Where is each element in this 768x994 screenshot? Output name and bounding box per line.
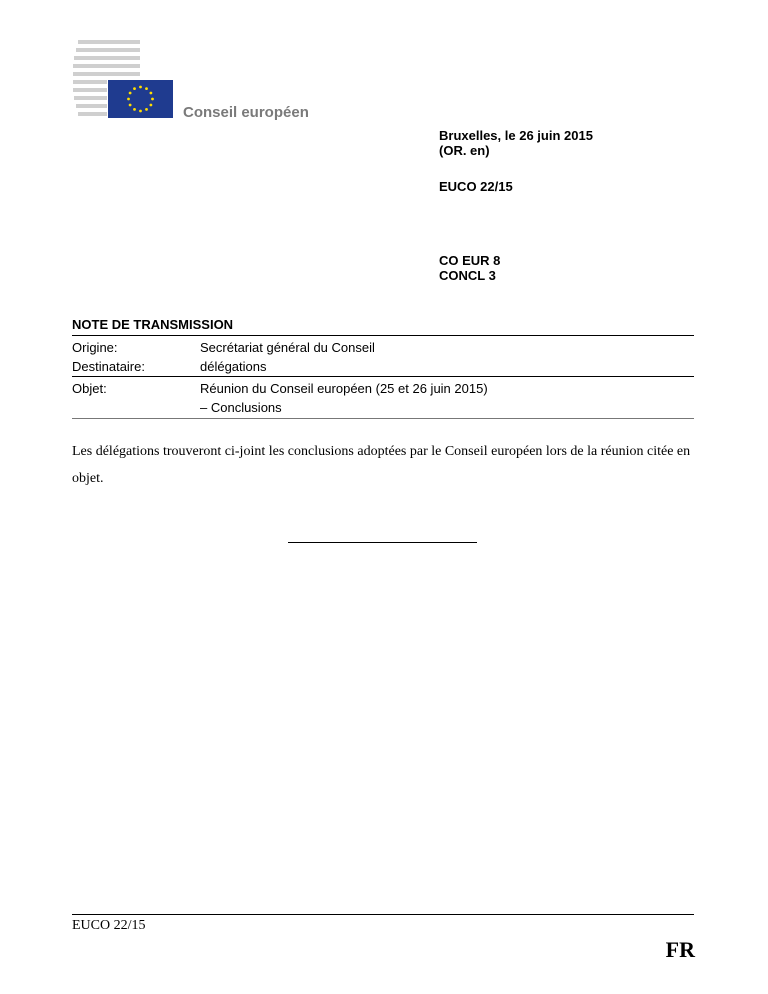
row-value: Réunion du Conseil européen (25 et 26 juin 2015) — [200, 381, 488, 396]
org-name: Conseil européen — [183, 104, 309, 121]
separator-line — [288, 542, 477, 543]
row-value: Secrétariat général du Conseil — [200, 340, 375, 355]
footer-language: FR — [665, 937, 695, 962]
date-line: Bruxelles, le 26 juin 2015 — [439, 128, 593, 143]
divider — [72, 335, 694, 336]
divider — [72, 376, 694, 377]
doc-ref: EUCO 22/15 — [439, 179, 513, 194]
body-paragraph: Les délégations trouveront ci-joint les conclusions adoptées par le Conseil européen lors de la réunion citée en objet. — [72, 444, 691, 486]
row-value: délégations — [200, 359, 267, 374]
council-building-icon — [72, 38, 182, 128]
code-2: CONCL 3 — [439, 268, 496, 283]
footer-divider — [72, 914, 694, 915]
note-title: NOTE DE TRANSMISSION — [72, 317, 234, 332]
code-1: CO EUR 8 — [439, 253, 501, 268]
doc-reference — [439, 179, 513, 194]
original-language: (OR. en) — [439, 143, 490, 158]
row-label: Objet: — [72, 381, 107, 396]
footer-doc-ref: EUCO 22/15 — [72, 918, 146, 933]
row-value: – Conclusions — [200, 400, 282, 415]
divider — [72, 418, 694, 419]
codes-block — [439, 253, 500, 283]
row-label: Origine: — [72, 340, 118, 355]
date-block — [439, 128, 593, 158]
council-logo — [72, 38, 182, 128]
row-label: Destinataire: — [72, 359, 145, 374]
